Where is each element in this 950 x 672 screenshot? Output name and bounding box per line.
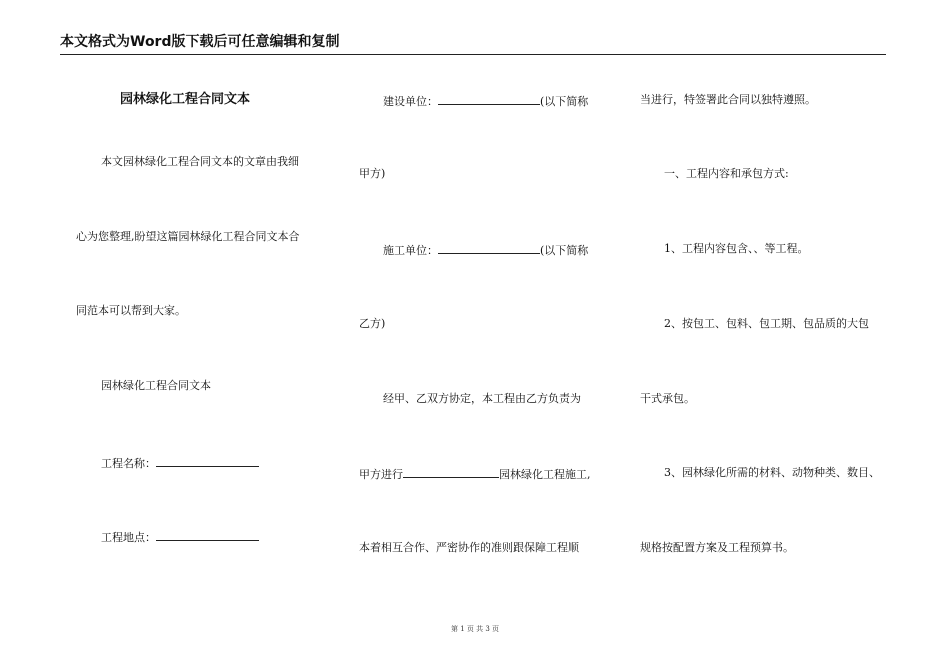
cooperation-line: 本着相互合作、严密协作的准则跟保障工程顺 (359, 541, 579, 554)
contractor-label: 施工单位： (383, 244, 438, 257)
agreement-prefix: 甲方进行 (359, 468, 403, 481)
project-site-label: 工程地点： (101, 531, 156, 544)
intro-line-2: 心为您整理,盼望这篇园林绿化工程合同文本合 (76, 230, 300, 243)
clause-item-2: 2、按包工、包料、包工期、包品质的大包 (664, 317, 869, 330)
contract-subtitle: 园林绿化工程合同文本 (101, 379, 211, 392)
contractor-suffix: (以下简称 (540, 244, 589, 257)
clause-item-3-cont: 规格按配置方案及工程预算书。 (640, 541, 794, 554)
party-a-line: 甲方) (359, 167, 386, 180)
project-site-row (101, 529, 259, 545)
project-name-blank (156, 455, 259, 467)
project-site-blank (156, 529, 259, 541)
clause-item-3: 3、园林绿化所需的材料、动物种类、数目、 (664, 466, 880, 479)
agreement-suffix: 园林绿化工程施工, (499, 468, 591, 481)
clause-item-1: 1、工程内容包含、、等工程。 (664, 242, 809, 255)
col3-line-1: 当进行，特签署此合同以独特遵照。 (640, 93, 816, 106)
builder-blank (438, 93, 540, 105)
contractor-row (383, 242, 588, 258)
intro-line-3: 同范本可以帮到大家。 (76, 304, 186, 317)
document-header-banner: 本文格式为Word版下载后可任意编辑和复制 (60, 32, 886, 55)
project-name-label: 工程名称： (101, 457, 156, 470)
builder-label: 建设单位： (383, 95, 438, 108)
project-name-row (101, 455, 259, 471)
page-number: 第 1 页 共 3 页 (450, 625, 500, 633)
document-title: 园林绿化工程合同文本 (120, 92, 251, 107)
agreement-row (359, 466, 591, 482)
builder-suffix: (以下简称 (540, 95, 589, 108)
project-blank (403, 466, 499, 478)
party-b-line: 乙方) (359, 317, 386, 330)
intro-line-1: 本文园林绿化工程合同文本的文章由我细 (101, 155, 299, 168)
agreement-line: 经甲、乙双方协定，本工程由乙方负责为 (383, 392, 581, 405)
section-heading: 一、工程内容和承包方式: (664, 167, 789, 180)
clause-item-2-cont: 干式承包。 (640, 392, 695, 405)
builder-row (383, 93, 588, 109)
contractor-blank (438, 242, 540, 254)
